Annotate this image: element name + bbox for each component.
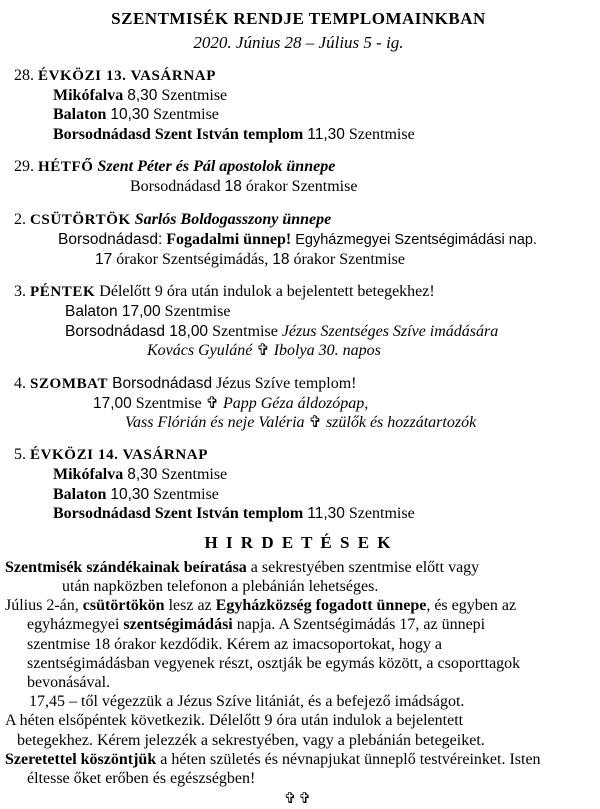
cross-icon: ✞ [308, 414, 322, 432]
feast-note: Fogadalmi ünnep! [166, 230, 292, 248]
mass-place: Borsodnádasd [130, 178, 221, 196]
mass-time: 17,00 [93, 394, 132, 412]
day-number: 28. [14, 67, 34, 84]
mass-place: Mikófalva [53, 466, 124, 484]
announcement-text: egyházmegyei [27, 616, 120, 634]
mass-time: 17 [95, 251, 113, 269]
announcement-line: szentmise 18 órakor kezdődik. Kérem az imacsoportokat, hogy a [27, 635, 442, 653]
feast-name: Szent Péter és Pál apostolok ünnepe [97, 158, 336, 176]
announcement-emphasis: szentségimádási [123, 616, 233, 634]
page-title: SZENTMISÉK RENDJE TEMPLOMAINKBAN [111, 9, 486, 28]
mass-line [53, 465, 592, 484]
footer-crosses-icon: ✞✞ [283, 791, 314, 808]
mass-label: Szentmise [135, 394, 202, 412]
mass-line [53, 504, 592, 523]
announcement-text: , és egyben az [426, 597, 517, 615]
announcement-text: lesz az [168, 597, 212, 615]
day-name: SZOMBAT [30, 375, 109, 392]
day-name: PÉNTEK [30, 284, 96, 301]
mass-place: Mikófalva [53, 87, 124, 104]
mass-time: 8,30 [127, 466, 158, 484]
deceased-name: Kovács Gyuláné [147, 342, 253, 360]
announcement-line [5, 596, 592, 615]
announcement-emphasis: csütörtökön [82, 597, 165, 615]
mass-label: Szentmise [153, 485, 219, 503]
announcement-line: szentségimádásban vegyenek részt, osztják be egymás között, a csoporttagok [27, 654, 521, 672]
day-number: 3. [14, 283, 26, 301]
mass-label: Szentmise [153, 106, 219, 124]
announcement-lead: Szeretettel köszöntjük [5, 750, 157, 768]
day-header-thursday [14, 210, 592, 230]
mass-label: órakor Szentmise [245, 178, 358, 196]
intention-line [125, 413, 592, 432]
announcement-line [5, 750, 592, 769]
day-number: 4. [14, 374, 26, 392]
mass-label: Szentmise [348, 505, 415, 523]
cross-icon: ✞ [256, 342, 270, 360]
day-header-sunday-13 [14, 66, 592, 86]
mass-line [53, 105, 592, 124]
feast-name: Sarlós Boldogasszony ünnepe [134, 210, 332, 228]
mass-label: Szentmise [164, 303, 231, 321]
mass-intention: Jézus Szentséges Szíve imádására [281, 322, 499, 340]
day-number: 5. [14, 446, 26, 464]
day-name: CSÜTÖRTÖK [30, 211, 131, 228]
mass-label: Szentmise [348, 125, 415, 143]
mass-place: Balaton [53, 106, 107, 124]
day-header-friday [14, 282, 592, 302]
mass-line [58, 230, 592, 250]
announcement-text: a héten születés és névnapjukat ünneplő testvéreinket. Isten [160, 750, 541, 768]
mass-time: 11,30 [307, 125, 345, 143]
announcement-lead: Szentmisék szándékainak beíratása [5, 558, 247, 576]
announcement-line: betegekhez. Kérem jelezzék a sekrestyében, vagy a plebánián betegeiket. [17, 731, 485, 749]
intention-line [147, 341, 592, 360]
mass-place-time: Balaton 17,00 [65, 303, 161, 321]
day-number: 2. [14, 210, 26, 228]
day-header-saturday [14, 374, 592, 394]
announcement-text: Július 2-án, [5, 597, 79, 615]
announcement-line: bevonásával. [27, 673, 111, 691]
mass-time: 10,30 [110, 485, 150, 503]
mass-line [95, 250, 592, 269]
mass-place: Balaton [53, 485, 107, 503]
intention-detail: Ibolya 30. napos [273, 342, 381, 360]
mass-line [65, 322, 592, 341]
mass-line [93, 394, 592, 413]
mass-label: órakor Szentmise [293, 251, 405, 269]
announcement-line [27, 615, 592, 634]
mass-line [53, 485, 592, 504]
announcement-text: napja. A Szentségimádás 17, az ünnepi [236, 616, 486, 634]
diocese-note: Egyházmegyei Szentségimádási nap. [295, 231, 538, 248]
day-name: ÉVKÖZI 13. VASÁRNAP [38, 68, 216, 84]
mass-place-time: Borsodnádasd 18,00 [65, 322, 209, 340]
mass-place: Borsodnádasd Szent István templom [53, 505, 304, 523]
mass-label: órakor Szentségimádás, [116, 251, 269, 269]
day-header-monday [14, 157, 592, 177]
announcement-line: után napközben telefonon a plebánián lehetséges. [62, 577, 379, 595]
day-note: Délelőtt 9 óra után indulok a bejelentett betegekhez! [99, 283, 435, 301]
mass-label: Szentmise [161, 466, 228, 484]
mass-line [53, 86, 592, 105]
announcement-line [5, 558, 592, 577]
day-header-sunday-14 [14, 445, 592, 465]
mass-time: 8,30 [127, 87, 158, 104]
deceased-name: Papp Géza áldozópap, [222, 394, 369, 412]
mass-time: 10,30 [110, 106, 150, 124]
mass-line [53, 125, 592, 144]
day-note: Jézus Szíve templom! [216, 374, 357, 392]
cross-icon: ✞ [205, 394, 219, 412]
mass-place: Borsodnádasd [112, 374, 213, 392]
mass-time: 18 [272, 251, 290, 269]
day-name: HÉTFŐ [38, 159, 94, 176]
announcement-line: A héten elsőpéntek következik. Délelőtt 9 óra után indulok a bejelentett [5, 712, 464, 730]
mass-place: Borsodnádasd Szent István templom [53, 125, 304, 143]
mass-line [65, 302, 592, 321]
date-range: 2020. Június 28 – Július 5 - ig. [193, 33, 404, 52]
mass-line [130, 177, 592, 196]
mass-label: Szentmise [212, 322, 278, 340]
day-number: 29. [14, 158, 34, 176]
mass-label: Szentmise [161, 87, 228, 104]
intention-detail: szülők és hozzátartozók [325, 414, 477, 432]
mass-place: Borsodnádasd: [58, 230, 163, 248]
deceased-name: Vass Flórián és neje Valéria [125, 414, 305, 432]
mass-time: 11,30 [307, 505, 345, 523]
day-name: ÉVKÖZI 14. VASÁRNAP [30, 447, 208, 464]
announcement-text: a sekrestyében szentmise előtt vagy [250, 558, 480, 576]
announcement-line: éltesse őket erőben és egészségben! [27, 769, 256, 787]
announcement-emphasis: Egyházközség fogadott ünnepe [215, 597, 427, 615]
mass-time: 18 [224, 178, 242, 196]
announcement-line: 17,45 – től végezzük a Jézus Szíve litániát, és a befejező imádságot. [29, 693, 465, 711]
announcements-heading: H I R D E T É S E K [204, 532, 393, 552]
